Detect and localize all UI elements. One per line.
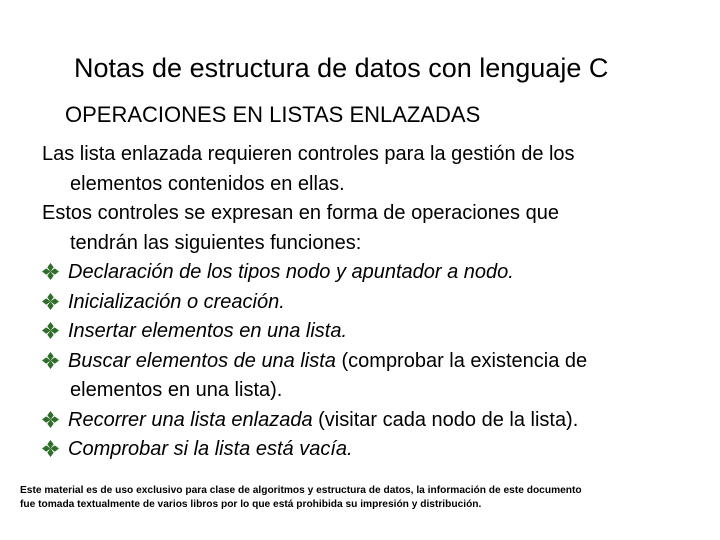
bullet-item-1 [42, 258, 682, 288]
paragraph-1-line-2: elementos contenidos en ellas. [70, 172, 345, 195]
four-diamond-bullet-icon [42, 440, 59, 457]
footer-line-2: fue tomada textualmente de varios libros por lo que está prohibida su impresión y distribución. [20, 499, 482, 510]
footer-line-1: Este material es de uso exclusivo para clase de algoritmos y estructura de datos, la información de este documento [20, 485, 582, 496]
paragraph-2-line-1: Estos controles se expresan en forma de operaciones que [42, 202, 559, 224]
bullet-item-3 [42, 317, 682, 347]
four-diamond-bullet-icon [42, 411, 59, 428]
four-diamond-bullet-icon [42, 322, 59, 339]
bullet-item-5-italic: Recorrer una lista enlazada [68, 408, 313, 431]
bullet-item-4-italic: Buscar elementos de una lista [68, 349, 336, 372]
bullet-item-5-normal: (visitar cada nodo de la lista). [312, 408, 579, 431]
slide-body [42, 140, 682, 465]
bullet-item-4-normal: (comprobar la existencia de [335, 349, 588, 372]
bullet-item-6 [42, 435, 682, 465]
bullet-item-6-italic: Comprobar si la lista está vacía. [68, 438, 353, 460]
bullet-item-4-continuation: elementos en una lista). [70, 379, 283, 401]
slide-subtitle: OPERACIONES EN LISTAS ENLAZADAS [65, 102, 481, 127]
bullet-item-1-italic: Declaración de los tipos nodo y apuntador a nodo. [68, 261, 514, 283]
four-diamond-bullet-icon [42, 263, 59, 280]
bullet-item-2-italic: Inicialización o creación. [68, 290, 285, 313]
paragraph-1-line-1: Las lista enlazada requieren controles para la gestión de los [42, 143, 575, 165]
copyright-footer [20, 484, 710, 512]
slide-title: Notas de estructura de datos con lenguaje C [74, 53, 609, 83]
bullet-item-4 [42, 347, 682, 377]
bullet-item-3-italic: Insertar elementos en una lista. [68, 320, 348, 342]
four-diamond-bullet-icon [42, 293, 59, 310]
bullet-item-2 [42, 288, 682, 318]
four-diamond-bullet-icon [42, 352, 59, 369]
bullet-item-5 [42, 406, 682, 436]
paragraph-2-line-2: tendrán las siguientes funciones: [70, 231, 362, 254]
